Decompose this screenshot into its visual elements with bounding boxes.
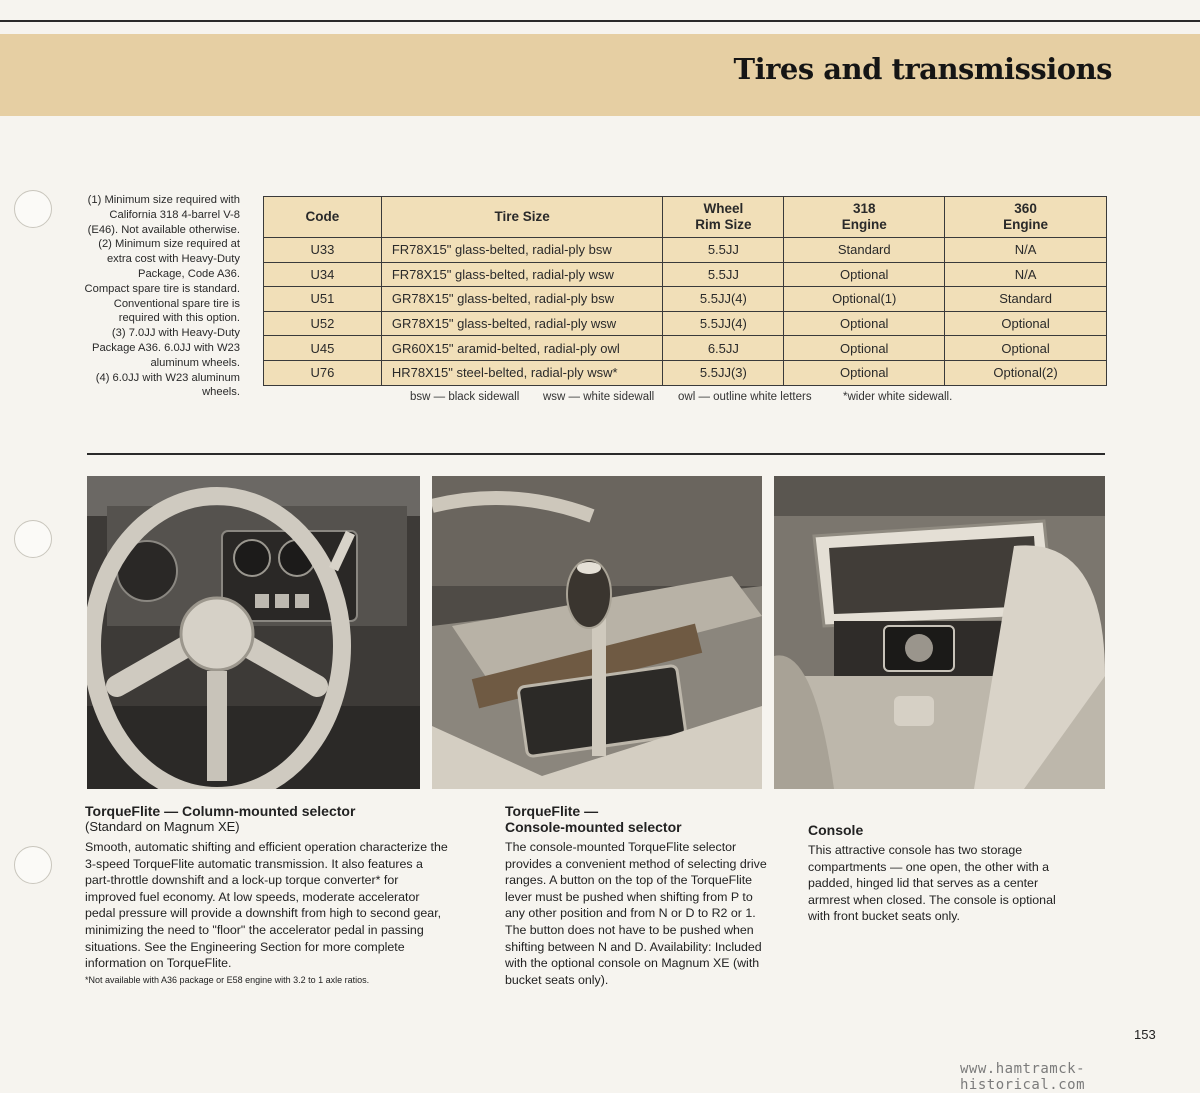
cell-code: U51	[264, 287, 382, 312]
cell-rim: 5.5JJ	[663, 262, 784, 287]
tire-table	[263, 196, 1107, 386]
console-title: Console	[808, 822, 864, 838]
footnote-2: (2) Minimum size required at extra cost with Heavy-Duty Package, Code A36. Compact spare tire is standard. Conventional spare tire is required with this option.	[84, 238, 240, 325]
cell-code: U33	[264, 238, 382, 263]
cell-318: Optional	[784, 262, 945, 287]
table-row	[264, 287, 1107, 312]
cell-tire-size: HR78X15" steel-belted, radial-ply wsw*	[381, 360, 663, 385]
header-318-engine: 318 Engine	[784, 197, 945, 238]
console-shifter-photo	[432, 476, 762, 789]
legend-bsw: bsw — black sidewall	[410, 391, 520, 403]
table-row	[264, 336, 1107, 361]
section-divider	[87, 453, 1105, 455]
console-selector-title-1: TorqueFlite —	[505, 803, 599, 819]
cell-318: Standard	[784, 238, 945, 263]
cell-318: Optional	[784, 311, 945, 336]
binder-hole	[14, 846, 52, 884]
cell-tire-size: GR60X15" aramid-belted, radial-ply owl	[381, 336, 663, 361]
column-selector-note: *Not available with A36 package or E58 engine with 3.2 to 1 axle ratios.	[85, 974, 370, 985]
column-selector-caption	[85, 803, 450, 986]
cell-rim: 6.5JJ	[663, 336, 784, 361]
table-footnotes	[30, 193, 240, 400]
binder-hole	[14, 520, 52, 558]
cell-360: Standard	[945, 287, 1107, 312]
page-title: Tires and transmissions	[733, 52, 1112, 86]
column-selector-title: TorqueFlite — Column-mounted selector	[85, 803, 356, 819]
cell-rim: 5.5JJ(3)	[663, 360, 784, 385]
cell-318: Optional	[784, 360, 945, 385]
footnote-1: (1) Minimum size required with California 318 4-barrel V-8 (E46). Not available otherwise.	[87, 194, 240, 236]
cell-360: N/A	[945, 238, 1107, 263]
cell-360: Optional	[945, 336, 1107, 361]
header-wheel-rim-size: Wheel Rim Size	[663, 197, 784, 238]
cell-code: U34	[264, 262, 382, 287]
table-row	[264, 238, 1107, 263]
header-code: Code	[264, 197, 382, 238]
legend-wsw: wsw — white sidewall	[543, 391, 655, 403]
column-selector-subtitle: (Standard on Magnum XE)	[85, 819, 240, 834]
console-selector-title-2: Console-mounted selector	[505, 819, 682, 835]
legend-owl: owl — outline white letters	[678, 391, 812, 403]
watermark: www.hamtramck-historical.com	[960, 1061, 1086, 1093]
cell-rim: 5.5JJ	[663, 238, 784, 263]
table-header-row	[264, 197, 1107, 238]
legend-wider: *wider white sidewall.	[843, 391, 953, 403]
cell-360: N/A	[945, 262, 1107, 287]
cell-tire-size: FR78X15" glass-belted, radial-ply bsw	[381, 238, 663, 263]
steering-wheel-photo	[87, 476, 420, 789]
cell-318: Optional(1)	[784, 287, 945, 312]
footnote-3: (3) 7.0JJ with Heavy-Duty Package A36. 6.0JJ with W23 aluminum wheels.	[91, 327, 240, 369]
table-row	[264, 262, 1107, 287]
cell-code: U76	[264, 360, 382, 385]
footnote-4: (4) 6.0JJ with W23 aluminum wheels.	[95, 371, 240, 399]
cell-rim: 5.5JJ(4)	[663, 287, 784, 312]
cell-318: Optional	[784, 336, 945, 361]
page-number: 153	[1134, 1027, 1156, 1042]
cell-tire-size: GR78X15" glass-belted, radial-ply bsw	[381, 287, 663, 312]
column-selector-body: Smooth, automatic shifting and efficient operation characterize the 3-speed TorqueFlite automatic transmission. It also features a part-throttle downshift and a lock-up torque converter* for improved fuel economy. At low speeds, moderate accelerator pedal pressure will provide a downshift from high to second gear, minimizing the need to "floor" the accelerator pedal in passing situations. See the Engineering Section for more complete information on TorqueFlite.	[85, 840, 448, 971]
cell-tire-size: GR78X15" glass-belted, radial-ply wsw	[381, 311, 663, 336]
console-body: This attractive console has two storage compartments — one open, the other with a padded, hinged lid that serves as a center armrest when closed. The console is optional with front bucket seats only.	[808, 843, 1056, 924]
header-tire-size: Tire Size	[381, 197, 663, 238]
cell-360: Optional	[945, 311, 1107, 336]
console-caption	[808, 822, 1078, 925]
table-row	[264, 360, 1107, 385]
table-row	[264, 311, 1107, 336]
title-banner	[0, 34, 1200, 116]
cell-code: U52	[264, 311, 382, 336]
header-360-engine: 360 Engine	[945, 197, 1107, 238]
console-selector-body: The console-mounted TorqueFlite selector provides a convenient method of selecting drive ranges. A button on the top of the TorqueFlite lever must be pushed when shifting from P to any other position and from N or D to R2 or 1. The button does not have to be pushed when shifting between N and D. Availability: Included with the optional console on Magnum XE (with bucket seats only).	[505, 840, 767, 987]
cell-rim: 5.5JJ(4)	[663, 311, 784, 336]
cell-tire-size: FR78X15" glass-belted, radial-ply wsw	[381, 262, 663, 287]
cell-360: Optional(2)	[945, 360, 1107, 385]
cell-code: U45	[264, 336, 382, 361]
top-rule	[0, 20, 1200, 22]
console-storage-photo	[774, 476, 1105, 789]
console-selector-caption	[505, 803, 767, 988]
